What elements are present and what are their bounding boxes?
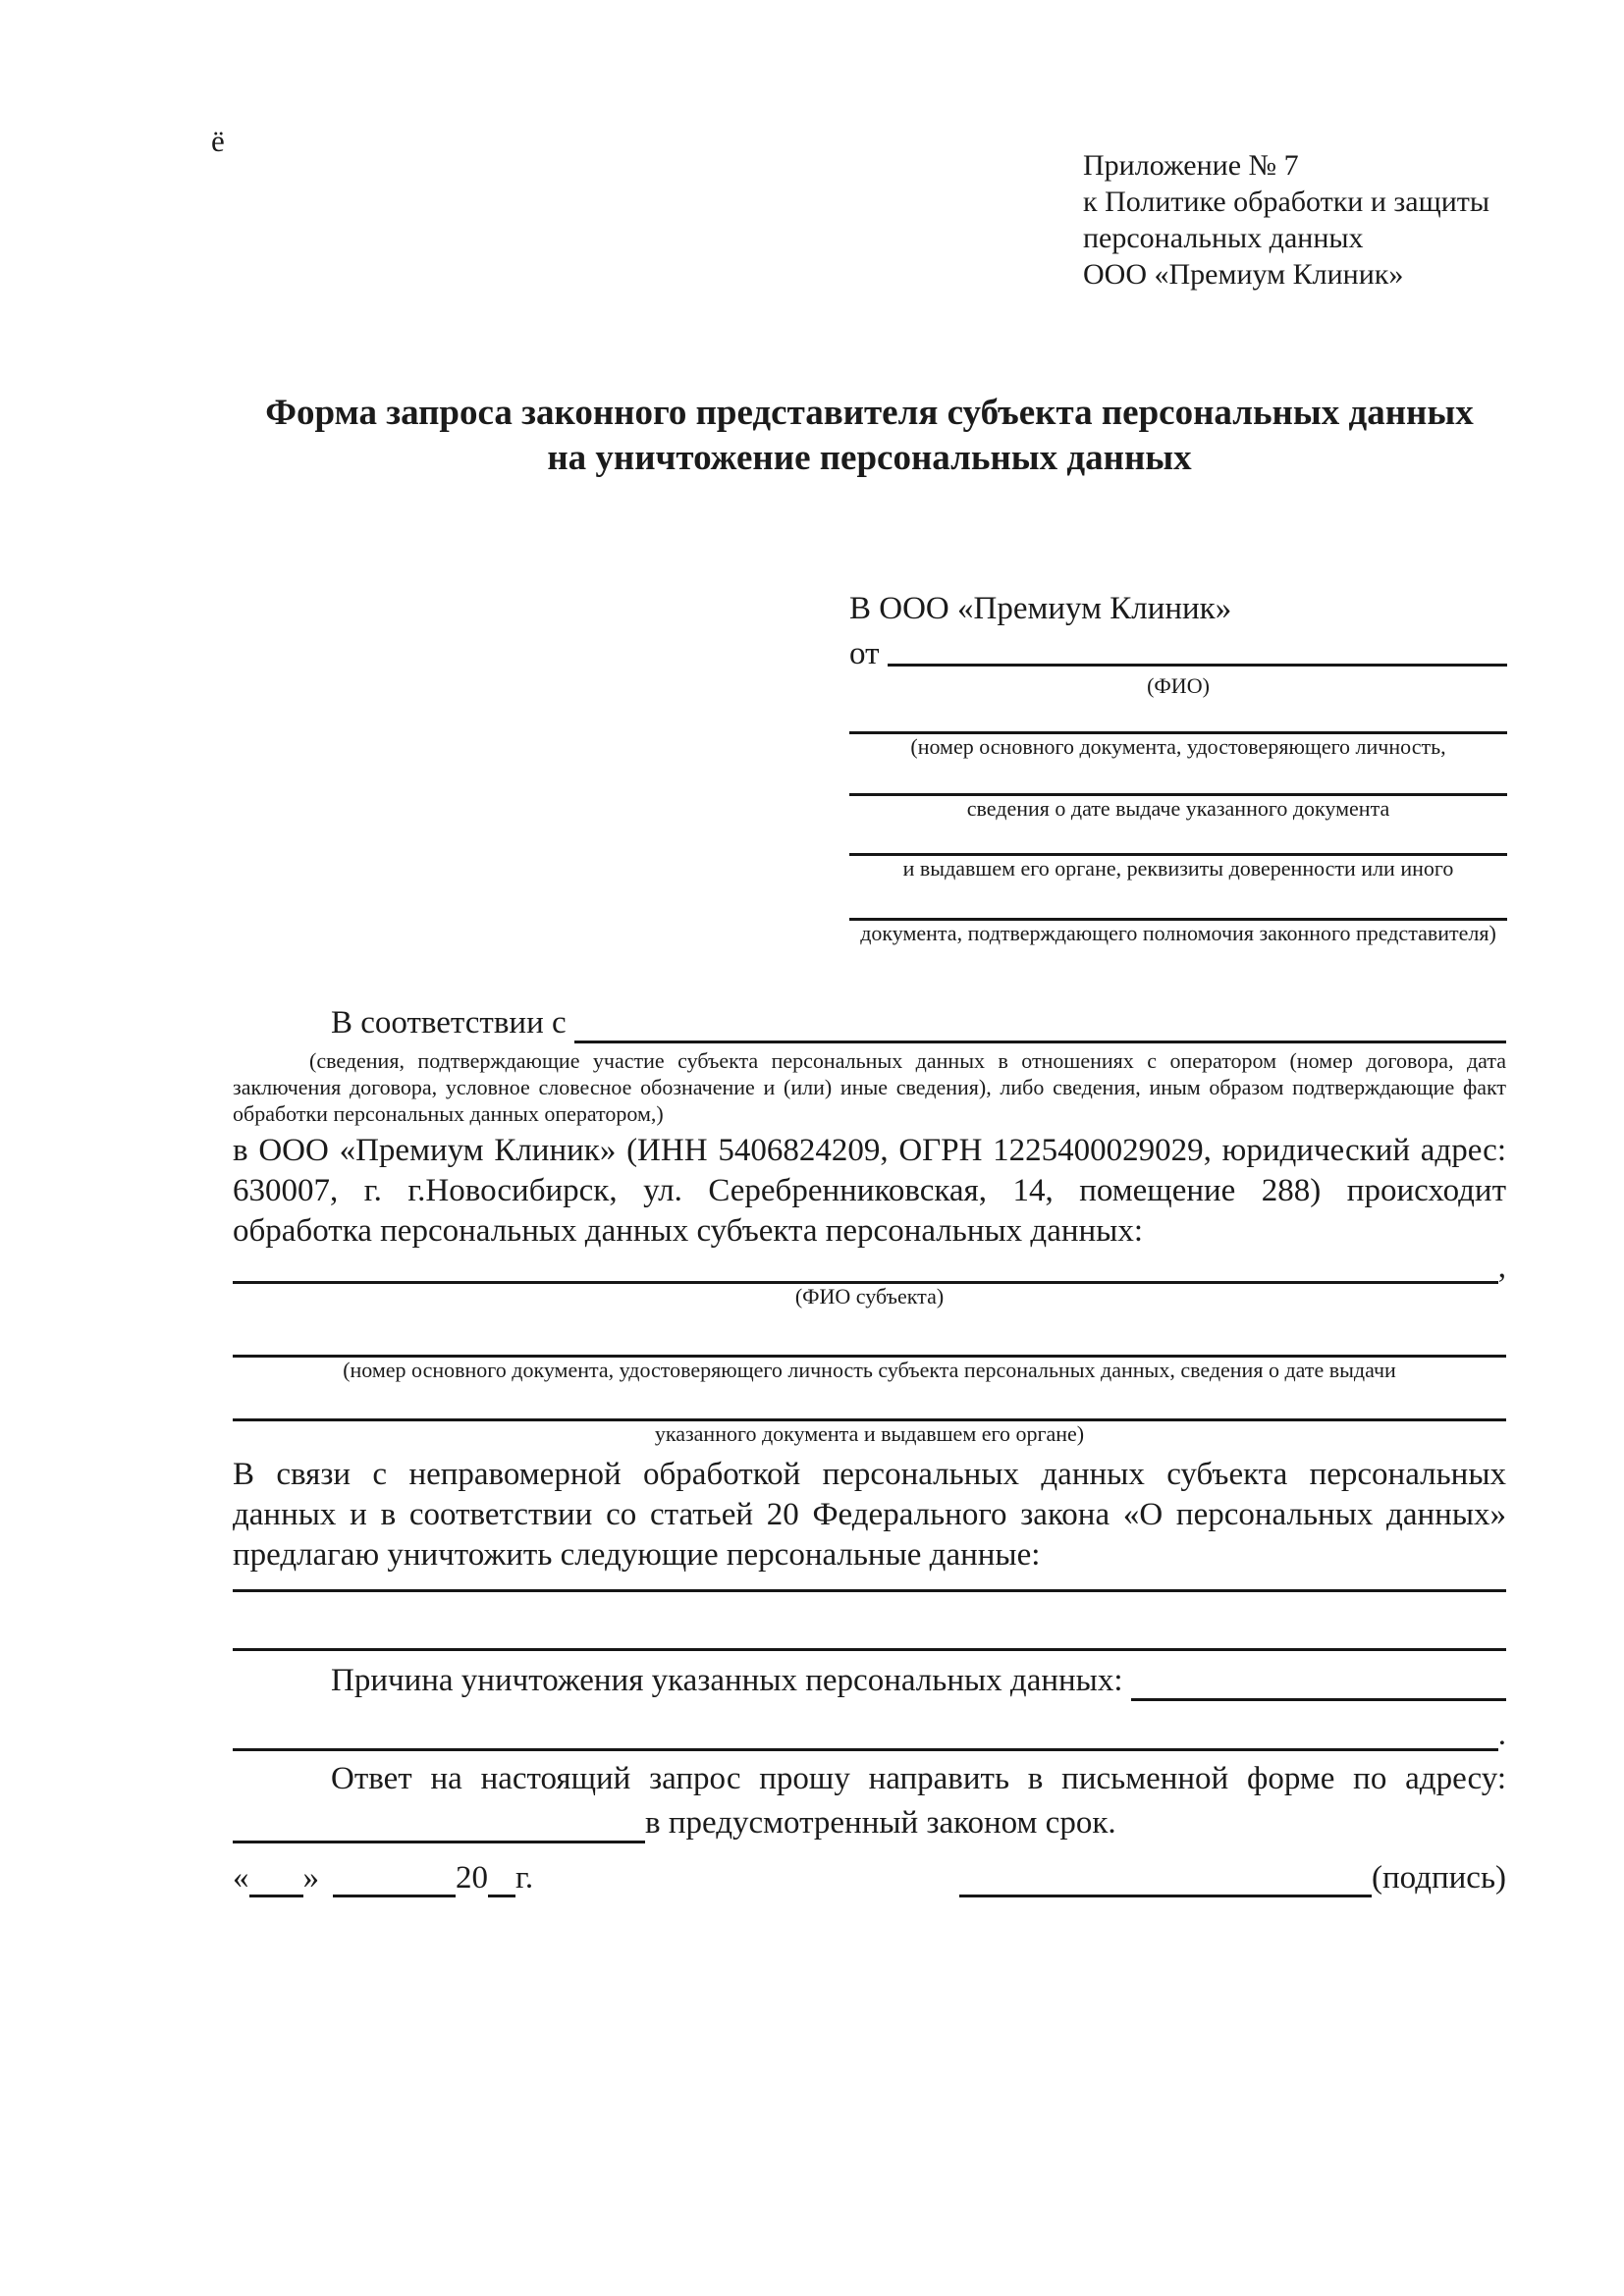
accordance-hint: (сведения, подтверждающие участие субъекта персональных данных в отношениях с оператором (номер договора, дата заключения договора, условное словесное обозначение и (или) иные сведения), либо сведения, иным образом подтверждающие факт обработки персональных данных оператором,): [233, 1048, 1506, 1126]
addressee-to: В ООО «Премиум Клиник»: [849, 591, 1232, 626]
doc-caption: документа, подтверждающего полномочия законного представителя): [860, 921, 1496, 945]
reason-blank-line: [1131, 1669, 1506, 1701]
addressee-block: [849, 589, 1507, 946]
appendix-line: Приложение № 7: [1083, 149, 1299, 182]
accordance-label: В соответствии с: [331, 1005, 574, 1041]
reason-label: Причина уничтожения указанных персональных данных:: [331, 1663, 1131, 1698]
subject-fio-blank-line: [233, 1252, 1498, 1284]
from-label: от: [849, 636, 888, 671]
year-blank-line: [488, 1863, 515, 1897]
trailing-comma: ,: [1497, 1250, 1506, 1285]
year-prefix: 20: [456, 1860, 488, 1896]
day-blank-line: [249, 1863, 303, 1897]
subject-doc-caption-2: указанного документа и выдавшем его органе): [654, 1421, 1085, 1446]
signature-row: [233, 1858, 1506, 1897]
data-blank-line-1: [233, 1589, 1506, 1592]
doc-caption: сведения о дате выдаче указанного документа: [966, 796, 1390, 821]
reply-address-row: [233, 1803, 1506, 1843]
doc-caption: и выдавшем его органе, реквизиты доверенности или иного: [902, 856, 1454, 881]
appendix-line: к Политике обработки и защиты: [1083, 186, 1490, 218]
year-suffix: г.: [515, 1860, 534, 1896]
from-row: [849, 634, 1507, 673]
quote-close: »: [302, 1860, 319, 1896]
address-blank-line: [233, 1809, 645, 1843]
quote-open: «: [233, 1860, 249, 1896]
stray-char: ё: [211, 124, 225, 158]
appendix-block: [1083, 147, 1489, 293]
subject-fio-caption: (ФИО субъекта): [794, 1284, 945, 1308]
accordance-blank-line: [574, 1011, 1506, 1043]
month-blank-line: [333, 1863, 456, 1897]
reason-row-2: [233, 1719, 1506, 1751]
form-title-line-2: на уничтожение персональных данных: [547, 438, 1192, 478]
signature-blank-line: [959, 1863, 1372, 1897]
data-blank-line-2: [233, 1648, 1506, 1651]
accordance-row: [233, 1003, 1506, 1043]
form-title-line-1: Форма запроса законного представителя субъекта персональных данных: [265, 393, 1474, 433]
reason-row: [233, 1661, 1506, 1701]
reply-paragraph: Ответ на настоящий запрос прошу направить в письменной форме по адресу:: [331, 1761, 1506, 1796]
unlawful-processing-paragraph: В связи с неправомерной обработкой персональных данных субъекта персональных данных и в соответствии со статьей 20 Федерального закона «О персональных данных» предлагаю уничтожить следующие персональные данные:: [233, 1457, 1506, 1573]
subject-doc-caption-1: (номер основного документа, удостоверяющего личность субъекта персональных данных, сведения о дате выдачи: [343, 1358, 1396, 1382]
form-title: [233, 391, 1506, 481]
fio-caption: (ФИО): [1147, 673, 1210, 698]
appendix-line: персональных данных: [1083, 222, 1364, 254]
subject-fio-row: [233, 1252, 1506, 1284]
date-field: [233, 1858, 533, 1897]
reply-tail: в предусмотренный законом срок.: [645, 1805, 1116, 1841]
signature-caption: (подпись): [1372, 1860, 1506, 1896]
reason-blank-line-2: [233, 1719, 1498, 1751]
operator-paragraph: в ООО «Премиум Клиник» (ИНН 5406824209, ОГРН 1225400029029, юридический адрес: 630007, г. г.Новосибирск, ул. Серебренниковская, 14, помещение 288) происходит обработка персональных данных субъекта персональных данных:: [233, 1133, 1506, 1249]
signature-field: [959, 1858, 1506, 1897]
fio-blank-line: [888, 634, 1507, 667]
body-block: [233, 1003, 1506, 1843]
doc-caption: (номер основного документа, удостоверяющего личность,: [910, 734, 1446, 759]
appendix-line: ООО «Премиум Клиник»: [1083, 258, 1404, 291]
trailing-period: .: [1497, 1717, 1506, 1752]
